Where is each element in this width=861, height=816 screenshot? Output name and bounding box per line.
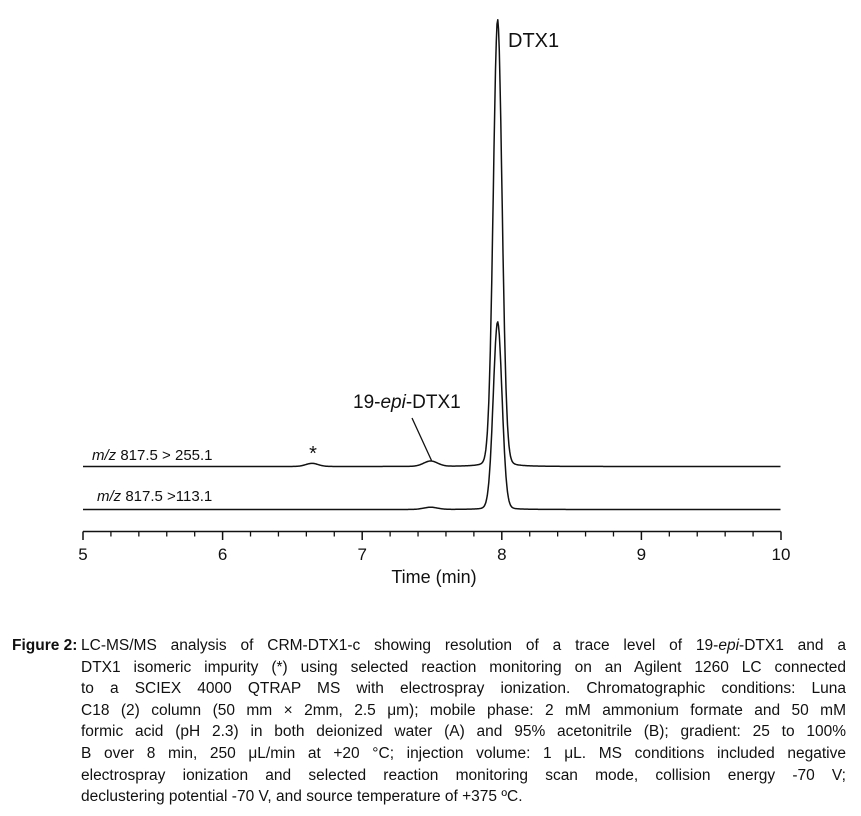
x-axis-title: Time (min) <box>391 567 477 587</box>
epi-annotation-leader-line <box>412 418 432 461</box>
figure-caption-label: Figure 2: <box>12 637 78 654</box>
x-tick-label-5: 5 <box>78 545 88 564</box>
x-tick-label-6: 6 <box>217 545 228 564</box>
figure-caption <box>12 635 846 808</box>
peak-label-19-epi-dtx1: 19-epi-DTX1 <box>353 392 461 413</box>
x-tick-label-7: 7 <box>357 545 367 564</box>
caption-line-8: declustering potential -70 V, and source temperature of +375 ºC. <box>81 788 523 806</box>
caption-line-6: B over 8 min, 250 μL/min at +20 °C; injection volume: 1 μL. MS conditions included negative <box>81 744 846 762</box>
caption-line-1: LC-MS/MS analysis of CRM-DTX1-c showing resolution of a trace level of 19-epi-DTX1 and a <box>81 637 846 654</box>
x-tick-label-10: 10 <box>771 545 791 564</box>
figure-caption-body <box>12 635 846 808</box>
caption-line-2: DTX1 isomeric impurity (*) using selected reaction monitoring on an Agilent 1260 LC connected <box>81 658 846 676</box>
caption-line-5: formic acid (pH 2.3) in both deionized water (A) and 95% acetonitrile (B); gradient: 25 to 100% <box>81 723 846 741</box>
caption-line-4: C18 (2) column (50 mm × 2mm, 2.5 μm); mobile phase: 2 mM ammonium formate and 50 mM <box>81 701 846 719</box>
x-tick-label-8: 8 <box>497 545 507 564</box>
caption-line-7: electrospray ionization and selected reaction monitoring scan mode, collision energy -70 V; <box>81 766 846 784</box>
x-tick-label-9: 9 <box>636 545 647 564</box>
caption-line-3: to a SCIEX 4000 QTRAP MS with electrospray ionization. Chromatographic conditions: Luna <box>81 680 846 698</box>
peak-label-dtx1: DTX1 <box>508 30 560 52</box>
trace-path-2 <box>83 322 781 510</box>
impurity-asterisk-label: * <box>309 443 317 465</box>
trace-label-mz-817-113: m/z 817.5 >113.1 <box>97 488 213 505</box>
trace-label-mz-817-255: m/z 817.5 > 255.1 <box>92 447 213 464</box>
